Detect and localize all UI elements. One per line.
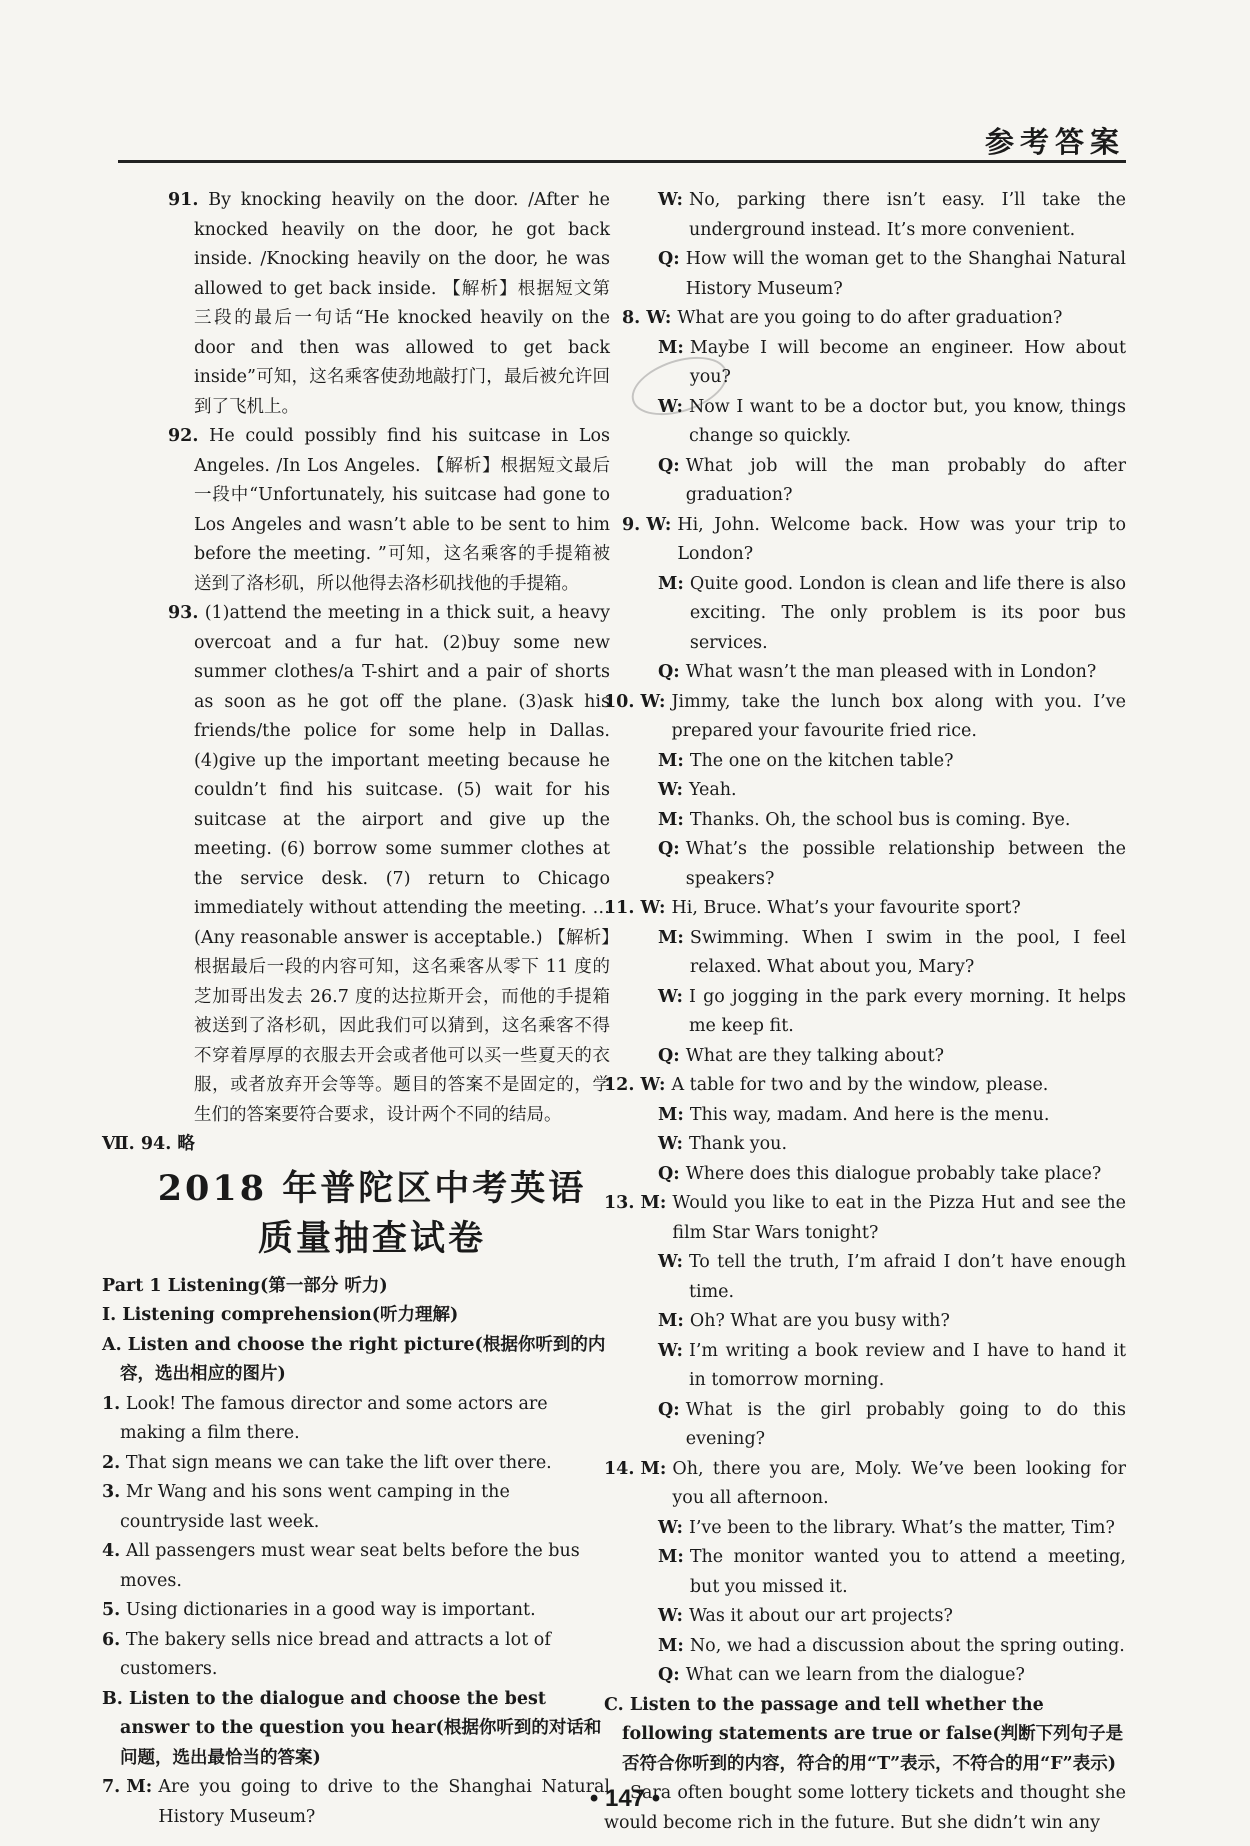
dialogue-line: Hi, John. Welcome back. How was your trip to London? (677, 514, 1126, 564)
dialogue-line: Hi, Bruce. What’s your favourite sport? (671, 898, 1021, 918)
answer-text: By knocking heavily on the door. /After he knocked heavily on the door, he got back inside. /Knocking heavily on the door, he was allowed to get back inside. 【解析】根据短文第三段的最后一句话“He knocked heavily on the door and then was allowed to get back inside”可知，这名乘客使劲地敲打门，最后被允许回到了飞机上。 (194, 190, 610, 417)
dialogue-line-row (658, 245, 1126, 304)
speaker-tag (658, 393, 683, 452)
section-label: A. (102, 1334, 122, 1355)
dialogue-line-row (640, 452, 1126, 511)
item-number: 12. (604, 1075, 635, 1095)
dialogue-14 (604, 1455, 1126, 1691)
speaker-tag (658, 1396, 680, 1455)
speaker-tag (604, 894, 665, 924)
speaker-tag (658, 835, 680, 894)
dialogue-line: A table for two and by the window, please. (671, 1075, 1049, 1095)
speaker-tag (658, 1543, 684, 1602)
speaker-tag (658, 747, 684, 777)
dialogue-line: Yeah. (688, 780, 737, 800)
part-heading: Part 1 Listening(第一部分 听力) (102, 1275, 388, 1296)
answer-92 (168, 422, 610, 599)
dialogue-line-row (640, 658, 1126, 688)
item-number: 14. (604, 1458, 635, 1479)
speaker-label: W: (658, 780, 683, 800)
speaker-label: Q: (658, 839, 680, 859)
list-item (102, 1390, 610, 1449)
item-text: Look! The famous director and some actors are making a film there. (120, 1393, 548, 1443)
item-text: All passengers must wear seat belts before the bus moves. (120, 1541, 580, 1591)
dialogue-line: What can we learn from the dialogue? (685, 1665, 1025, 1685)
item-number: 2. (102, 1452, 121, 1473)
exam-title-line1: 2018 年普陀区中考英语 (157, 1167, 587, 1209)
dialogue-line: What job will the man probably do after graduation? (685, 455, 1126, 505)
speaker-tag (658, 1101, 684, 1131)
a-items-list (102, 1390, 610, 1685)
list-item (102, 1626, 610, 1685)
speaker-label: M: (126, 1777, 153, 1797)
item-number: 9. (622, 514, 641, 535)
speaker-label: M: (640, 1193, 667, 1213)
section-text: Listen to the passage and tell whether the following statements are true or false(判断下列句子是否符合你听到的内容，符合的用“T”表示，不符合的用“F”表示) (622, 1694, 1124, 1774)
speaker-label: Q: (658, 455, 680, 476)
section-label: B. (102, 1688, 123, 1709)
dialogue-line: Swimming. When I swim in the pool, I feel relaxed. What about you, Mary? (689, 927, 1126, 977)
dialogue-line-row (604, 1189, 1126, 1248)
dialogue-line: I go jogging in the park every morning. It helps me keep fit. (688, 986, 1126, 1036)
item-number: 7. (102, 1777, 121, 1797)
answer-number: 91. (168, 190, 199, 210)
section-label: C. (604, 1694, 624, 1715)
dialogue-line: What’s the possible relationship between the speakers? (685, 839, 1126, 889)
item-number: 10. (604, 691, 635, 712)
list-item (102, 1449, 610, 1479)
speaker-label: M: (658, 573, 684, 594)
speaker-label: M: (658, 750, 684, 771)
dialogue-line: No, we had a discussion about the spring outing. (689, 1635, 1125, 1656)
page-number: • 147 • (589, 1785, 661, 1812)
answer-number: 92. (168, 426, 199, 446)
section-a-heading (102, 1331, 610, 1390)
speaker-tag (658, 1160, 680, 1190)
speaker-tag (622, 511, 671, 570)
speaker-tag (658, 1632, 684, 1662)
speaker-label: W: (640, 691, 666, 712)
speaker-label: M: (658, 337, 684, 358)
speaker-label: W: (640, 1075, 666, 1095)
answer-93 (168, 599, 610, 1130)
item-number: 5. (102, 1600, 121, 1620)
dialogue-8 (622, 304, 1126, 511)
dialogue-line-row (640, 1602, 1126, 1632)
dialogue-line: Jimmy, take the lunch box along with you. I’ve prepared your favourite fried rice. (671, 691, 1126, 741)
item-text: That sign means we can take the lift over there. (125, 1452, 552, 1473)
dialogue-line: Was it about our art projects? (688, 1606, 953, 1626)
speaker-label: W: (658, 1606, 683, 1626)
answer-text: He could possibly find his suitcase in Los Angeles. /In Los Angeles. 【解析】根据短文最后一段中“Unfortunately, his suitcase had gone to Los Angeles and wasn’t able to be sent to him before the meeting. ”可知，这名乘客的手提箱被送到了洛杉矶，所以他得去洛杉矶找他的手提箱。 (194, 426, 610, 594)
speaker-label: Q: (658, 1045, 680, 1066)
speaker-label: M: (658, 809, 684, 830)
dialogue-line-row (640, 1514, 1126, 1544)
dialogue-line-row (640, 1248, 1126, 1307)
answer-number: 93. (168, 603, 199, 623)
section-c-heading (604, 1691, 1126, 1780)
speaker-tag (658, 983, 683, 1042)
speaker-label: W: (658, 190, 683, 210)
dialogue-line: What are you going to do after graduation? (677, 308, 1063, 328)
dialogue-line-row (640, 1101, 1126, 1131)
dialogue-line-row (640, 1396, 1126, 1455)
speaker-tag (604, 1071, 665, 1101)
speaker-label: M: (658, 927, 684, 948)
dialogue-line-row (640, 747, 1126, 777)
dialogues-list (604, 304, 1126, 1691)
dialogue-line-row (640, 1632, 1126, 1662)
speaker-tag (658, 924, 684, 983)
item-text: The bakery sells nice bread and attracts a lot of customers. (120, 1629, 551, 1679)
section-b-heading (102, 1685, 610, 1774)
speaker-label: M: (658, 1547, 684, 1567)
dialogue-line-row (622, 511, 1126, 570)
item-number: 1. (102, 1393, 121, 1414)
speaker-label: Q: (658, 249, 680, 269)
item-number: 11. (604, 898, 635, 918)
dialogue-line-row (640, 393, 1126, 452)
dialogue-13 (604, 1189, 1126, 1455)
section-text: Listen to the dialogue and choose the best answer to the question you hear(根据你听到的对话和问题，选出最恰当的答案) (120, 1688, 602, 1768)
dialogue-line-row (640, 983, 1126, 1042)
item-number: 4. (102, 1541, 121, 1561)
dialogue-line-row (622, 304, 1126, 334)
dialogue-line: To tell the truth, I’m afraid I don’t have enough time. (688, 1252, 1126, 1302)
speaker-tag (604, 1189, 666, 1248)
dialogue-line-row (640, 924, 1126, 983)
speaker-tag (604, 688, 665, 747)
dialogue-line-row (604, 688, 1126, 747)
dialogue-line: Quite good. London is clean and life there is also exciting. The only problem is its poor bus services. (689, 573, 1126, 653)
dialogue-line-row (640, 1307, 1126, 1337)
speaker-label: Q: (658, 1163, 680, 1184)
dialogue-line: Oh? What are you busy with? (689, 1311, 950, 1331)
speaker-label: M: (658, 1104, 684, 1125)
speaker-tag (658, 1130, 683, 1160)
speaker-tag (658, 1307, 684, 1337)
dialogue-line: What are they talking about? (685, 1045, 944, 1066)
dialogue-12 (604, 1071, 1126, 1189)
speaker-label: W: (658, 1134, 683, 1154)
speaker-label: W: (646, 514, 672, 535)
item-text: Using dictionaries in a good way is important. (125, 1600, 536, 1620)
item-number: 8. (622, 308, 641, 328)
dialogue-line-row (640, 1130, 1126, 1160)
dialogue-line: What is the girl probably going to do this evening? (685, 1399, 1126, 1449)
header-title: 参考答案 (984, 125, 1125, 159)
dialogue-line-row (604, 1455, 1126, 1514)
passage-text: Sara often bought some lottery tickets and thought she would become rich in the future. But she didn’t win any (604, 1783, 1126, 1833)
dialogue-line-row (604, 894, 1126, 924)
speaker-label: W: (658, 986, 683, 1007)
speaker-label: M: (658, 1311, 684, 1331)
dialogue-line: Thanks. Oh, the school bus is coming. Bye. (689, 809, 1071, 830)
dialogue-line: Where does this dialogue probably take place? (685, 1163, 1102, 1184)
dialogue-line: I’m writing a book review and I have to hand it in tomorrow morning. (688, 1340, 1126, 1390)
dialogue-10 (604, 688, 1126, 895)
section-heading: Ⅰ. Listening comprehension(听力理解) (102, 1305, 459, 1325)
speaker-tag (658, 1514, 683, 1544)
speaker-label: W: (646, 308, 672, 328)
speaker-tag (658, 776, 683, 806)
speaker-tag (658, 658, 680, 688)
dialogue-line: How will the woman get to the Shanghai Natural History Museum? (685, 249, 1126, 299)
speaker-tag (658, 1042, 680, 1072)
dialogue-line-row (640, 1042, 1126, 1072)
speaker-tag (658, 334, 684, 393)
dialogue-line-row (640, 1543, 1126, 1602)
dialogue-line-row (640, 1661, 1126, 1691)
dialogue-line: This way, madam. And here is the menu. (689, 1104, 1050, 1125)
dialogue-line: Oh, there you are, Moly. We’ve been looking for you all afternoon. (672, 1458, 1126, 1508)
speaker-tag (658, 1602, 683, 1632)
exam-title (134, 1164, 610, 1264)
dialogue-line-row (640, 776, 1126, 806)
dialogue-line: Thank you. (688, 1134, 788, 1154)
dialogue-line: Now I want to be a doctor but, you know, things change so quickly. (688, 396, 1126, 446)
speaker-label: W: (658, 1252, 683, 1272)
dialogue-line: What wasn’t the man pleased with in London? (685, 662, 1097, 682)
dialogue-line: Are you going to drive to the Shanghai Natural History Museum? (158, 1777, 610, 1827)
speaker-tag (658, 1248, 683, 1307)
dialogue-line: The monitor wanted you to attend a meeting, but you missed it. (689, 1547, 1126, 1597)
answer-91 (168, 186, 610, 422)
dialogue-line-row (640, 334, 1126, 393)
list-item (102, 1537, 610, 1596)
dialogue-line: The one on the kitchen table? (689, 750, 954, 771)
speaker-label: Q: (658, 662, 680, 682)
speaker-label: W: (658, 1517, 683, 1538)
answer-94: Ⅶ. 94. 略 (102, 1134, 195, 1154)
dialogue-line-row (640, 1337, 1126, 1396)
dialogue-line: I’ve been to the library. What’s the matter, Tim? (688, 1517, 1115, 1538)
answer-text: (1)attend the meeting in a thick suit, a heavy overcoat and a fur hat. (2)buy some new summer clothes/a T-shirt and a pair of shorts as soon as he got off the plane. (3)ask his friends/the police for some help in Dallas. (4)give up the important meeting because he couldn’t find his suitcase. (5) wait for his suitcase at the airport and give up the meeting. (6) borrow some summer clothes at the service desk. (7) return to Chicago immediately without attending the meeting. …(Any reasonable answer is acceptable.) 【解析】根据最后一段的内容可知，这名乘客从零下 11 度的芝加哥出发去 26.7 度的达拉斯开会，而他的手提箱被送到了洛杉矶，因此我们可以猜到，这名乘客不得不穿着厚厚的衣服去开会或者他可以买一些夏天的衣服，或者放弃开会等等。题目的答案不是固定的，学生们的答案要符合要求，设计两个不同的结局。 (194, 603, 610, 1125)
speaker-label: Q: (658, 1665, 680, 1685)
left-column (102, 186, 610, 1832)
list-item (102, 1478, 610, 1537)
speaker-label: M: (640, 1458, 667, 1479)
dialogue-11 (604, 894, 1126, 1071)
speaker-label: W: (658, 396, 683, 417)
speaker-tag (658, 570, 684, 659)
item-number: 6. (102, 1629, 121, 1650)
speaker-label: M: (658, 1635, 684, 1656)
dialogue-9 (622, 511, 1126, 688)
list-item (102, 1596, 610, 1626)
speaker-tag (658, 452, 680, 511)
section-text: Listen and choose the right picture(根据你听到的内容，选出相应的图片) (120, 1334, 606, 1384)
item-number: 13. (604, 1193, 635, 1213)
dialogue-line-row (640, 570, 1126, 659)
speaker-tag (658, 1337, 683, 1396)
dialogue-line: Would you like to eat in the Pizza Hut and see the film Star Wars tonight? (672, 1193, 1126, 1243)
dialogue-line-row (640, 806, 1126, 836)
speaker-label: W: (658, 1340, 683, 1361)
speaker-label: Q: (658, 1399, 680, 1420)
speaker-label: W: (640, 898, 666, 918)
speaker-tag (622, 304, 671, 334)
header-rule (118, 160, 1126, 163)
dialogue-line-row (640, 835, 1126, 894)
dialogue-line-row (658, 186, 1126, 245)
dialogue-7-continued (640, 186, 1126, 304)
speaker-tag (658, 1661, 680, 1691)
speaker-tag (604, 1455, 666, 1514)
item-number: 3. (102, 1482, 121, 1502)
item-text: Mr Wang and his sons went camping in the countryside last week. (120, 1482, 510, 1532)
dialogue-line-row (604, 1071, 1126, 1101)
dialogue-line-row (640, 1160, 1126, 1190)
dialogue-line: No, parking there isn’t easy. I’ll take the underground instead. It’s more convenient. (688, 190, 1126, 240)
speaker-tag (658, 806, 684, 836)
dialogue-line: Maybe I will become an engineer. How about you? (689, 337, 1126, 387)
exam-title-line2: 质量抽查试卷 (257, 1217, 486, 1259)
